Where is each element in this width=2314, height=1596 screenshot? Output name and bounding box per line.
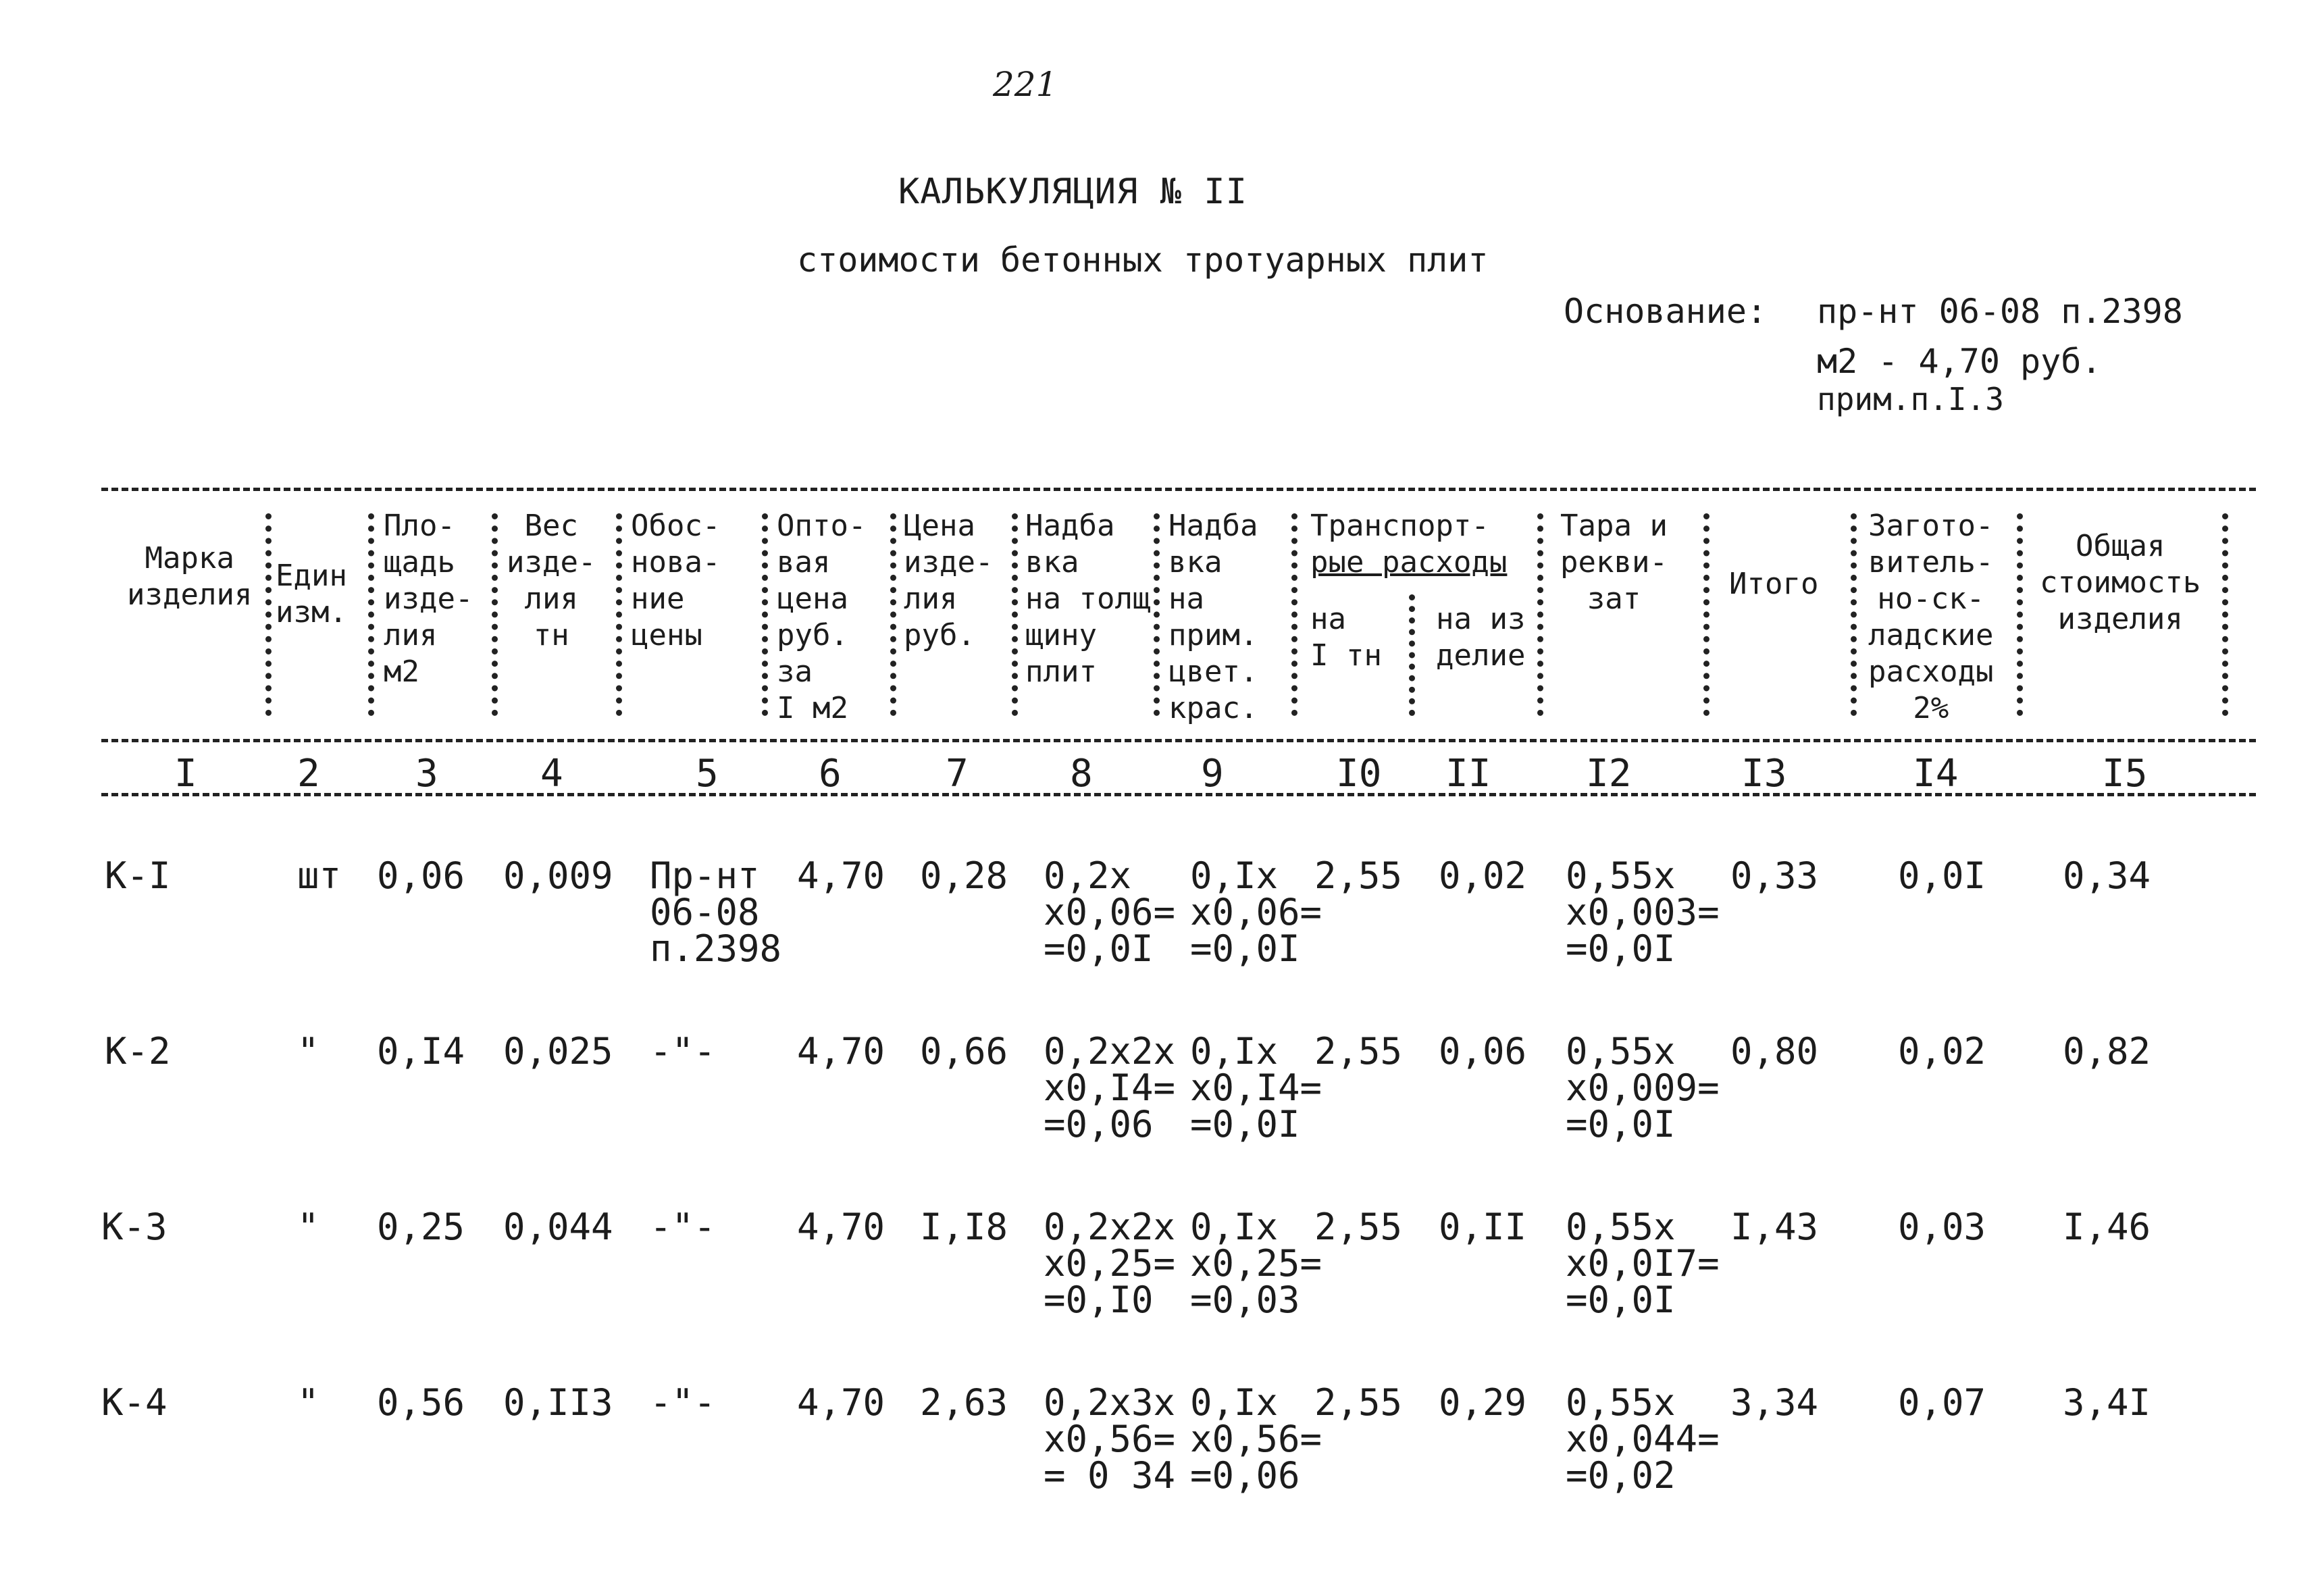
cell-mark: К-4 [101, 1381, 168, 1424]
cell-transport-per-ton: 2,55 [1314, 1206, 1403, 1248]
cell-item-price: 0,66 [920, 1030, 1008, 1073]
document-subtitle: стоимости бетонных тротуарных плит [797, 240, 1489, 280]
column-separator [265, 513, 272, 716]
column-number: 3 [415, 752, 438, 796]
cell-weight: 0,II3 [503, 1381, 613, 1424]
column-separator [1291, 513, 1297, 716]
column-separator [1012, 513, 1018, 716]
cell-transport-per-item: 0,06 [1439, 1030, 1527, 1073]
cell-unit: шт [297, 854, 342, 897]
cell-total-cost: 0,82 [2063, 1030, 2151, 1073]
header-packaging: Тара и рекви- зат [1560, 509, 1668, 616]
table-top-rule [101, 488, 2256, 491]
column-number: 7 [946, 752, 969, 796]
cell-area: 0,06 [377, 854, 465, 897]
cell-area: 0,25 [377, 1206, 465, 1248]
cell-procurement: 0,0I [1898, 854, 1986, 897]
cell-weight: 0,044 [503, 1206, 613, 1248]
cell-item-price: 2,63 [920, 1381, 1008, 1424]
column-separator [890, 513, 896, 716]
header-thickness-surcharge: Надба вка на толщ щину плит [1025, 509, 1151, 689]
header-color-surcharge: Надба вка на прим. цвет. крас. [1168, 509, 1258, 725]
column-number: 8 [1070, 752, 1093, 796]
column-separator [2222, 513, 2228, 716]
cell-procurement: 0,07 [1898, 1381, 1986, 1424]
column-number: 5 [696, 752, 719, 796]
column-separator [1537, 513, 1543, 716]
column-number: 2 [297, 752, 320, 796]
basis-line: пр-нт 06-08 п.2398 [1817, 292, 2183, 331]
cell-total-cost: 0,34 [2063, 854, 2151, 897]
header-total-cost: Общая стоимость изделия [2040, 529, 2201, 636]
basis-label: Основание: [1564, 292, 1768, 331]
cell-packaging: 0,55х х0,009= =0,0I [1566, 1030, 1720, 1145]
column-number: 4 [540, 752, 563, 796]
cell-weight: 0,025 [503, 1030, 613, 1073]
cell-price-basis: Пр-нт 06-08 п.2398 [650, 854, 782, 970]
column-number: I4 [1913, 752, 1959, 796]
page-number: 221 [993, 65, 1058, 104]
cell-unit: " [297, 1206, 319, 1248]
column-separator [1851, 513, 1857, 716]
document-title: КАЛЬКУЛЯЦИЯ № II [898, 172, 1248, 212]
cell-mark: К-I [105, 854, 171, 897]
header-transport-subtitle: рые расходы [1310, 545, 1508, 580]
column-number: 9 [1201, 752, 1224, 796]
cell-mark: К-3 [101, 1206, 168, 1248]
cell-total-cost: 3,4I [2063, 1381, 2151, 1424]
column-separator [2017, 513, 2023, 716]
cell-packaging: 0,55х х0,003= =0,0I [1566, 854, 1720, 970]
column-separator [616, 513, 622, 716]
cell-wholesale-price: 4,70 [797, 1030, 885, 1073]
cell-price-basis: -"- [650, 1206, 716, 1248]
cell-total: 0,33 [1730, 854, 1819, 897]
header-total: Итого [1729, 567, 1819, 601]
cell-item-price: I,I8 [920, 1206, 1008, 1248]
cell-total: I,43 [1730, 1206, 1819, 1248]
cell-color-surcharge: 0,Iх х0,06= =0,0I [1190, 854, 1322, 970]
cell-wholesale-price: 4,70 [797, 854, 885, 897]
cell-weight: 0,009 [503, 854, 613, 897]
cell-packaging: 0,55х х0,044= =0,02 [1566, 1381, 1720, 1497]
cell-thickness-surcharge: 0,2х х0,06= =0,0I [1044, 854, 1176, 970]
cell-thickness-surcharge: 0,2х3х х0,56= = 0 34 [1044, 1381, 1176, 1497]
header-mark: Марка изделия [127, 541, 253, 612]
column-number: 6 [819, 752, 842, 796]
basis-line: м2 - 4,70 руб. [1817, 342, 2102, 381]
header-unit: Един изм. [276, 559, 347, 629]
cell-mark: К-2 [105, 1030, 171, 1073]
cell-area: 0,56 [377, 1381, 465, 1424]
column-separator [1409, 594, 1415, 716]
column-number: I5 [2102, 752, 2148, 796]
cell-wholesale-price: 4,70 [797, 1206, 885, 1248]
cell-total: 3,34 [1730, 1381, 1819, 1424]
column-separator [1154, 513, 1160, 716]
cell-unit: " [297, 1030, 319, 1073]
header-price-basis: Обос- нова- ние цены [631, 509, 721, 652]
cell-color-surcharge: 0,Iх х0,I4= =0,0I [1190, 1030, 1322, 1145]
cell-total-cost: I,46 [2063, 1206, 2151, 1248]
column-number: II [1445, 752, 1491, 796]
header-bottom-rule [101, 739, 2256, 742]
cell-color-surcharge: 0,Iх х0,56= =0,06 [1190, 1381, 1322, 1497]
header-area: Пло- щадь изде- лия м2 [384, 509, 473, 689]
basis-line: прим.п.I.3 [1817, 381, 2004, 417]
cell-transport-per-ton: 2,55 [1314, 854, 1403, 897]
cell-transport-per-ton: 2,55 [1314, 1030, 1403, 1073]
cell-price-basis: -"- [650, 1381, 716, 1424]
column-separator [492, 513, 498, 716]
column-number: I [174, 752, 197, 796]
header-transport-per-item: на из делие [1436, 602, 1526, 673]
header-item-price: Цена изде- лия руб. [904, 509, 994, 652]
cell-thickness-surcharge: 0,2х2х х0,I4= =0,06 [1044, 1030, 1176, 1145]
cell-procurement: 0,02 [1898, 1030, 1986, 1073]
header-procurement: Загото- витель- но-ск- ладские расходы 2% [1868, 509, 1994, 725]
cell-wholesale-price: 4,70 [797, 1381, 885, 1424]
cell-total: 0,80 [1730, 1030, 1819, 1073]
column-number: I3 [1741, 752, 1787, 796]
column-number: I2 [1586, 752, 1632, 796]
column-separator [762, 513, 768, 716]
cell-transport-per-item: 0,29 [1439, 1381, 1527, 1424]
cell-item-price: 0,28 [920, 854, 1008, 897]
header-wholesale-price: Опто- вая цена руб. за I м2 [777, 509, 867, 725]
cell-transport-per-item: 0,II [1439, 1206, 1527, 1248]
cell-unit: " [297, 1381, 319, 1424]
cell-price-basis: -"- [650, 1030, 716, 1073]
column-separator [368, 513, 374, 716]
header-weight: Вес изде- лия тн [507, 509, 596, 652]
cell-transport-per-ton: 2,55 [1314, 1381, 1403, 1424]
header-transport-title: Транспорт- [1310, 509, 1489, 543]
column-number: I0 [1336, 752, 1382, 796]
cell-packaging: 0,55х х0,0I7= =0,0I [1566, 1206, 1720, 1321]
cell-thickness-surcharge: 0,2х2х х0,25= =0,I0 [1044, 1206, 1176, 1321]
cell-area: 0,I4 [377, 1030, 465, 1073]
cell-procurement: 0,03 [1898, 1206, 1986, 1248]
cell-transport-per-item: 0,02 [1439, 854, 1527, 897]
column-separator [1703, 513, 1709, 716]
header-transport-per-ton: на I тн [1310, 602, 1382, 673]
cell-color-surcharge: 0,Iх х0,25= =0,03 [1190, 1206, 1322, 1321]
